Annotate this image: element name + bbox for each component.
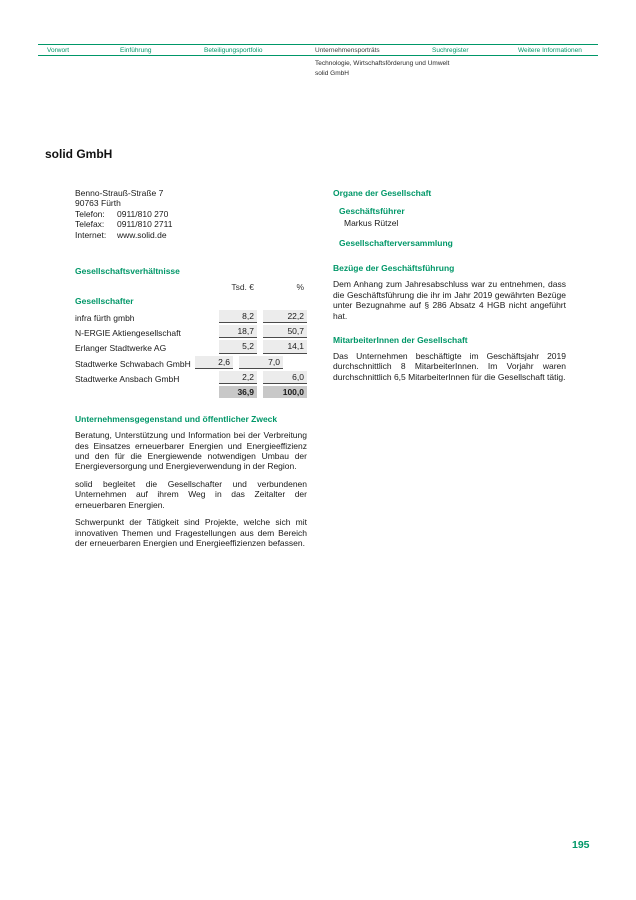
fax-label: Telefax: (75, 219, 105, 230)
shareholder-name: Stadtwerke Schwabach GmbH (75, 358, 191, 369)
purpose-paragraph-3: Schwerpunkt der Tätigkeit sind Projekte, welche sich mit innovativen Themen und Fragestellungen aus dem Bereich der erneuerbaren Energien und Energieeffizienzen befassen. (75, 517, 307, 548)
shareholder-name: N-ERGIE Aktiengesellschaft (75, 328, 181, 339)
phone-label: Telefon: (75, 208, 105, 219)
table-row (75, 356, 307, 369)
nav-bottom-rule (38, 55, 598, 56)
ownership-heading: Gesellschaftsverhältnisse (75, 266, 180, 277)
shareholder-tsd: 5,2 (219, 340, 257, 353)
page-number: 195 (572, 839, 590, 851)
assembly-label: Gesellschafterversammlung (339, 238, 453, 249)
nav-items (38, 45, 598, 55)
fax-line (75, 219, 307, 229)
table-subheader: Gesellschafter (75, 296, 134, 307)
nav-item-einfuehrung[interactable]: Einführung (120, 47, 152, 54)
total-tsd: 36,9 (219, 386, 257, 398)
contact-block (75, 188, 307, 240)
shareholder-pct: 22,2 (263, 310, 307, 323)
left-column (75, 188, 307, 555)
purpose-paragraph-2: solid begleitet die Gesellschafter und verbundenen Unternehmen auf ihrem Weg in das Zeitalter der erneuerbaren Energien. (75, 478, 307, 510)
table-column-headers (75, 282, 307, 292)
top-navigation (38, 44, 598, 56)
address-city: 90763 Fürth (75, 198, 121, 209)
table-row (75, 325, 307, 338)
shareholder-tsd: 2,6 (195, 356, 233, 369)
nav-item-suchregister[interactable]: Suchregister (432, 47, 469, 54)
shareholder-name: Erlanger Stadtwerke AG (75, 343, 167, 354)
shareholder-pct: 14,1 (263, 340, 307, 353)
breadcrumb (315, 59, 449, 78)
table-row (75, 340, 307, 353)
nav-item-beteiligungsportfolio[interactable]: Beteiligungsportfolio (204, 47, 263, 54)
manager-label: Geschäftsführer (339, 206, 405, 216)
nav-item-vorwort[interactable]: Vorwort (47, 47, 70, 54)
total-pct: 100,0 (263, 386, 307, 398)
shareholder-tsd: 2,2 (219, 371, 257, 384)
address-street: Benno-Strauß-Straße 7 (75, 188, 164, 198)
shareholder-tsd: 18,7 (219, 325, 257, 338)
employees-text: Das Unternehmen beschäftigte im Geschäftsjahr 2019 durchschnittlich 8 MitarbeiterInnen. Im Vorjahr waren durchschnittlich 6,5 MitarbeiterInnen für die Gesellschaft tätig. (333, 351, 566, 382)
web-line (75, 230, 307, 240)
shareholder-name: Stadtwerke Ansbach GmbH (75, 373, 180, 384)
table-total-row (75, 386, 307, 398)
remuneration-text: Dem Anhang zum Jahresabschluss war zu entnehmen, dass die Geschäftsführung die ihr im Jahr 2019 gewährten Bezüge unter Bezugnahme auf § 286 Absatz 4 HGB nicht angeführt hat. (333, 279, 566, 321)
table-row (75, 310, 307, 323)
manager-name: Markus Rützel (344, 218, 399, 228)
column-header-pct: % (296, 282, 304, 293)
nav-item-weitere-informationen[interactable]: Weitere Informationen (518, 47, 582, 54)
nav-item-unternehmensportraets[interactable]: Unternehmensporträts (315, 47, 380, 54)
phone-line (75, 209, 307, 219)
phone-value: 0911/810 270 (117, 208, 169, 219)
column-header-tsd: Tsd. € (231, 282, 254, 293)
table-row (75, 371, 307, 384)
purpose-heading: Unternehmensgegenstand und öffentlicher Zweck (75, 414, 278, 425)
breadcrumb-company: solid GmbH (315, 69, 349, 77)
shareholder-tsd: 8,2 (219, 310, 257, 323)
page-title: solid GmbH (45, 147, 113, 161)
organs-heading: Organe der Gesellschaft (333, 188, 432, 198)
shareholder-pct: 6,0 (263, 371, 307, 384)
shareholder-name: infra fürth gmbh (75, 313, 135, 324)
shareholder-pct: 50,7 (263, 325, 307, 338)
purpose-paragraph-1: Beratung, Unterstützung und Information bei der Verbreitung des Einsatzes erneuerbarer Energien und Energieeffizienz und den für die Energiewende notwendigen Umbau der Energieversorgung und Energieverwendung in der Region. (75, 430, 307, 472)
web-link[interactable]: www.solid.de (117, 229, 167, 240)
web-label: Internet: (75, 229, 107, 240)
shareholder-pct: 7,0 (239, 356, 283, 369)
ownership-table (75, 282, 307, 398)
breadcrumb-section: Technologie, Wirtschaftsförderung und Umwelt (315, 60, 450, 67)
right-column (333, 188, 566, 389)
fax-value: 0911/810 2711 (117, 219, 173, 230)
remuneration-heading: Bezüge der Geschäftsführung (333, 263, 455, 274)
employees-heading: MitarbeiterInnen der Gesellschaft (333, 335, 468, 346)
